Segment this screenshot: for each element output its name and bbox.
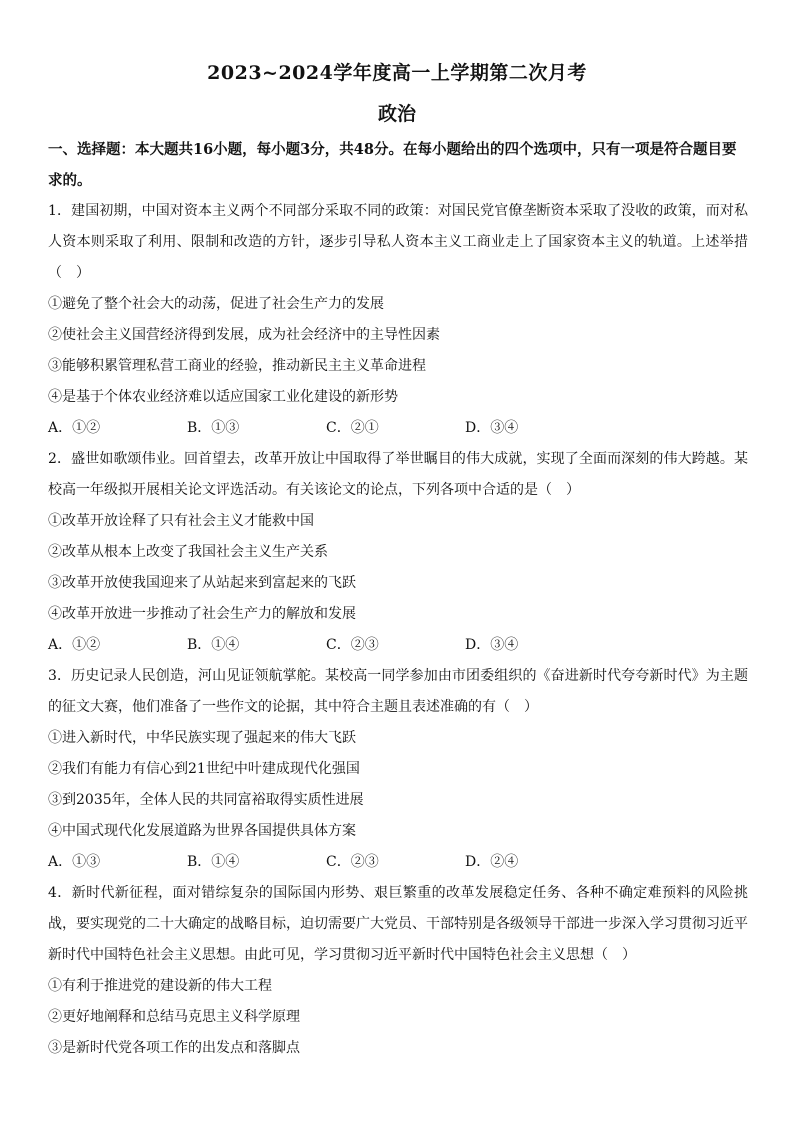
exam-content xyxy=(48,134,748,1064)
option-c[interactable]: C．②③ xyxy=(326,637,379,653)
question-1 xyxy=(48,196,748,444)
statement-item: ②使社会主义国营经济得到发展，成为社会经济中的主导性因素 xyxy=(48,327,440,343)
statement-item: ③到2035年，全体人民的共同富裕取得实质性进展 xyxy=(48,792,364,808)
question-stem: 4．新时代新征程，面对错综复杂的国际国内形势、艰巨繁重的改革发展稳定任务、各种不确定难预料的风险挑战，要实现党的二十大确定的战略目标，迫切需要广大党员、干部特别是各级领导干部进一步深入学习贯彻习近平新时代中国特色社会主义思想。由此可见，学习贯彻习近平新时代中国特色社会主义思想（ ） xyxy=(48,885,748,963)
option-d[interactable]: D．②④ xyxy=(465,854,519,870)
option-a[interactable]: A．①② xyxy=(48,637,101,653)
option-a[interactable]: A．①③ xyxy=(48,854,101,870)
question-2 xyxy=(48,444,748,661)
question-stem: 3．历史记录人民创造，河山见证领航掌舵。某校高一同学参加由市团委组织的《奋进新时代夸夸新时代》为主题的征文大赛，他们准备了一些作文的论据，其中符合主题且表述准确的有（ ） xyxy=(48,668,748,715)
statement-item: ④中国式现代化发展道路为世界各国提供具体方案 xyxy=(48,823,356,839)
option-d[interactable]: D．③④ xyxy=(465,420,519,436)
statement-item: ④是基于个体农业经济难以适应国家工业化建设的新形势 xyxy=(48,389,398,405)
answer-options xyxy=(48,413,748,444)
option-a[interactable]: A．①② xyxy=(48,420,101,436)
statement-item: ③改革开放使我国迎来了从站起来到富起来的飞跃 xyxy=(48,575,356,591)
option-b[interactable]: B．①④ xyxy=(187,637,240,653)
option-c[interactable]: C．②③ xyxy=(326,854,379,870)
statement-item: ①进入新时代，中华民族实现了强起来的伟大飞跃 xyxy=(48,730,356,746)
question-stem: 2．盛世如歌颂伟业。回首望去，改革开放让中国取得了举世瞩目的伟大成就，实现了全面而深刻的伟大跨越。某校高一年级拟开展相关论文评选活动。有关该论文的论点，下列各项中合适的是（ ） xyxy=(48,451,748,498)
statement-item: ①避免了整个社会大的动荡，促进了社会生产力的发展 xyxy=(48,296,384,312)
statement-item: ①有利于推进党的建设新的伟大工程 xyxy=(48,978,272,994)
section-heading: 一、选择题：本大题共16小题，每小题3分，共48分。在每小题给出的四个选项中，只有一项是符合题目要求的。 xyxy=(48,141,737,189)
question-stem: 1．建国初期，中国对资本主义两个不同部分采取不同的政策：对国民党官僚垄断资本采取了没收的政策，而对私人资本则采取了利用、限制和改造的方针，逐步引导私人资本主义工商业走上了国家资本主义的轨道。上述举措（ ） xyxy=(48,203,748,281)
option-b[interactable]: B．①④ xyxy=(187,854,240,870)
question-4 xyxy=(48,878,748,1064)
option-b[interactable]: B．①③ xyxy=(187,420,240,436)
statement-item: ③是新时代党各项工作的出发点和落脚点 xyxy=(48,1040,300,1056)
exam-title: 2023~2024学年度高一上学期第二次月考 xyxy=(207,62,587,84)
statement-item: ②更好地阐释和总结马克思主义科学原理 xyxy=(48,1009,300,1025)
statement-item: ②改革从根本上改变了我国社会主义生产关系 xyxy=(48,544,328,560)
statement-item: ③能够积累管理私营工商业的经验，推动新民主主义革命进程 xyxy=(48,358,426,374)
statement-item: ①改革开放诠释了只有社会主义才能救中国 xyxy=(48,513,314,529)
option-c[interactable]: C．②① xyxy=(326,420,379,436)
option-d[interactable]: D．③④ xyxy=(465,637,519,653)
answer-options xyxy=(48,630,748,661)
question-3 xyxy=(48,661,748,878)
statement-item: ②我们有能力有信心到21世纪中叶建成现代化强国 xyxy=(48,761,360,777)
answer-options xyxy=(48,847,748,878)
exam-subject: 政治 xyxy=(377,103,416,125)
statement-item: ④改革开放进一步推动了社会生产力的解放和发展 xyxy=(48,606,356,622)
